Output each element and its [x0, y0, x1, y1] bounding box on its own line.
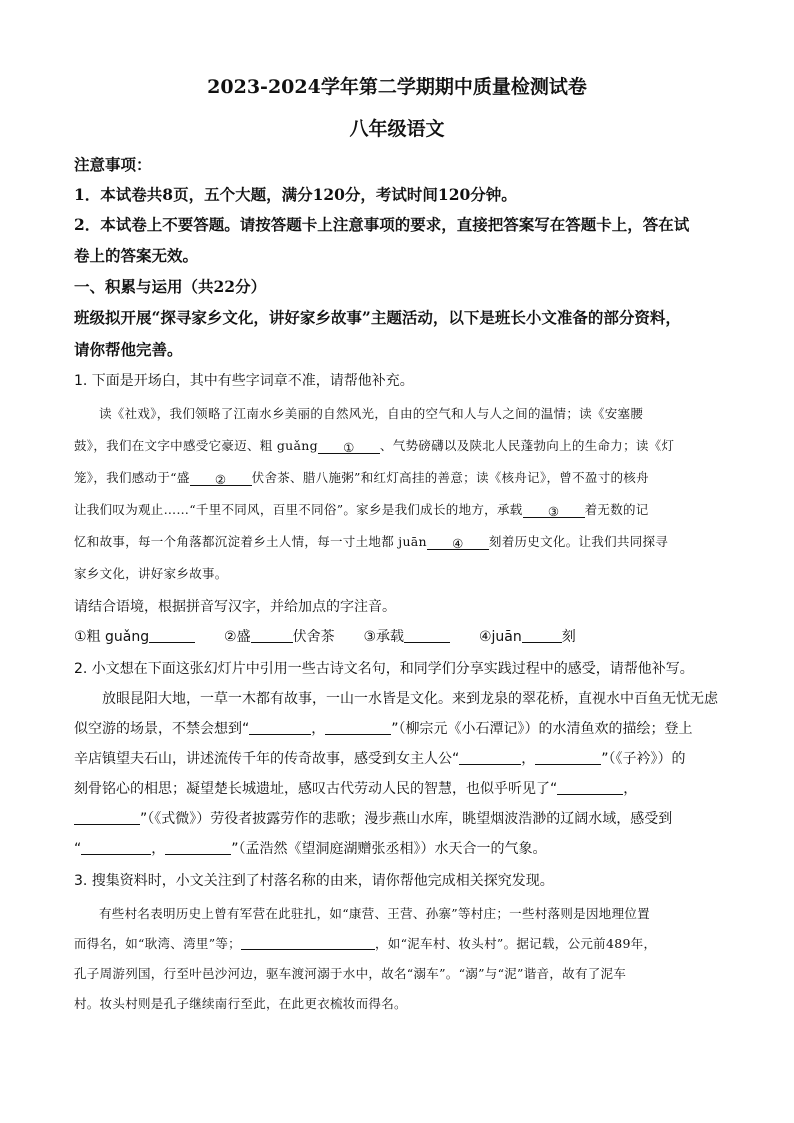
poem-blank[interactable]	[557, 780, 623, 795]
q2-text: ”（孟浩然《望洞庭湖赠张丞相》）水天合一的气象。	[231, 841, 547, 857]
q2-text: 似空游的场景，不禁会想到“	[74, 721, 250, 737]
question-1-stem: 1. 下面是开场白，其中有些字词章不准，请帮他补充。	[74, 373, 414, 389]
q1-passage-line	[74, 532, 722, 550]
q1-passage-text: 着无数的记	[584, 502, 649, 517]
q1-passage-line: 读《社戏》，我们领略了江南水乡美丽的自然风光，自由的空气和人与人之间的温情；读《安塞腰	[99, 406, 644, 421]
notice-heading: 注意事项：	[74, 155, 152, 174]
blank-3: ③	[523, 504, 585, 518]
section-1-heading: 一、积累与运用（共22分）	[74, 277, 267, 296]
poem-blank[interactable]	[459, 750, 521, 765]
q1-passage-text: 笼》，我们感动于“盛	[74, 470, 190, 485]
q3-passage-line: 有些村名表明历史上曾有军营在此驻扎，如“康营、王营、孙寨”等村庄；一些村落则是因地理位置	[99, 906, 650, 921]
exam-subtitle: 八年级语文	[349, 118, 445, 140]
exam-title: 2023-2024学年第二学期期中质量检测试卷	[207, 76, 587, 98]
notice-item-2-line-1: 2．本试卷上不要答题。请按答题卡上注意事项的要求，直接把答案写在答题卡上，答在试	[74, 215, 690, 234]
q1-passage-text: 、气势磅礴以及陕北人民蓬勃向上的生命力；读《灯	[379, 438, 675, 453]
q3-text: 而得名，如“耿湾、湾里”等；	[74, 936, 241, 951]
q3-blank[interactable]	[241, 937, 375, 951]
poem-blank[interactable]	[81, 840, 151, 855]
q1-passage-line: 家乡文化，讲好家乡故事。	[74, 566, 228, 581]
q1-passage-text: 忆和故事，每一个角落都沉淀着乡土人情，每一寸土地都 juān	[74, 534, 427, 549]
answer-3-blank[interactable]	[404, 628, 450, 643]
notice-item-1: 1．本试卷共8页，五个大题，满分120分，考试时间120分钟。	[74, 185, 517, 204]
q1-passage-line	[74, 500, 722, 518]
q1-passage-text: 鼓》，我们在文字中感受它豪迈、粗 guǎng	[74, 438, 318, 453]
section-1-intro-line-2: 请你帮他完善。	[74, 340, 183, 359]
q3-text: ，如“泥车村、妆头村”。据记载，公元前489年，	[374, 936, 657, 951]
answer-1-blank[interactable]	[149, 628, 195, 643]
q1-passage-text: 让我们叹为观止……“千里不同风，百里不同俗”。家乡是我们成长的地方，承载	[74, 502, 523, 517]
q2-text-line	[74, 838, 722, 858]
question-3-stem: 3. 搜集资料时，小文关注到了村落名称的由来，请你帮他完成相关探究发现。	[74, 873, 554, 889]
section-1-intro-line-1: 班级拟开展“探寻家乡文化，讲好家乡故事”主题活动，以下是班长小文准备的部分资料，	[74, 308, 681, 327]
poem-blank[interactable]	[165, 840, 231, 855]
q2-text: “	[74, 841, 82, 857]
q3-passage-line: 孔子周游列国，行至叶邑沙河边，驱车渡河溺于水中，故名“溺车”。“溺”与“泥”谐音，故有了泥车	[74, 966, 627, 981]
q1-answer-row	[74, 626, 722, 646]
q2-text-line	[74, 778, 722, 798]
q2-comma: ，	[311, 721, 326, 737]
q2-text: ”（柳宗元《小石潭记》）的水清鱼欢的描绘；登上	[391, 721, 693, 737]
answer-2-label: ②盛	[224, 629, 251, 645]
notice-item-2-line-2: 卷上的答案无效。	[74, 246, 199, 265]
answer-2-blank[interactable]	[251, 628, 293, 643]
q2-text: 刻骨铭心的相思；凝望楚长城遗址，感叹古代劳动人民的智慧，也似乎听见了“	[74, 781, 558, 797]
q2-text-line: 放眼昆阳大地，一草一木都有故事，一山一水皆是文化。来到龙泉的翠花桥，直视水中百鱼无忧无虑	[102, 691, 718, 707]
q2-text: ”（《式微》）劳役者披露劳作的悲歌；漫步燕山水库，眺望烟波浩渺的辽阔水域，感受到	[140, 811, 673, 827]
q3-passage-line: 村。妆头村则是孔子继续南行至此，在此更衣梳妆而得名。	[74, 996, 407, 1011]
blank-1: ①	[318, 440, 380, 454]
q1-passage-line	[74, 436, 722, 454]
answer-4-label: ④juān	[478, 629, 522, 645]
q2-comma: ，	[623, 781, 638, 797]
poem-blank[interactable]	[249, 720, 311, 735]
poem-blank[interactable]	[535, 750, 601, 765]
poem-blank[interactable]	[325, 720, 391, 735]
q2-text: ”（《子衿》）的	[601, 751, 686, 767]
question-2-stem: 2. 小文想在下面这张幻灯片中引用一些古诗文名句，和同学们分享实践过程中的感受，请帮他补写。	[74, 661, 694, 677]
answer-2-suffix: 伏舍茶	[292, 629, 335, 645]
q1-passage-text: 伏舍茶、腊八施粥”和红灯高挂的善意；读《核舟记》，曾不盈寸的核舟	[251, 470, 649, 485]
q2-text-line	[74, 748, 722, 768]
answer-3-label: ③承载	[363, 629, 405, 645]
q2-text-line	[74, 718, 722, 738]
answer-4-blank[interactable]	[522, 628, 562, 643]
q2-text: 辛店镇望夫石山，讲述流传千年的传奇故事，感受到女主人公“	[74, 751, 460, 767]
poem-blank[interactable]	[74, 810, 140, 825]
q2-text-line	[74, 808, 722, 828]
q1-passage-text: 刻着历史文化。让我们共同探寻	[488, 534, 669, 549]
answer-4-suffix: 刻	[561, 629, 576, 645]
q2-comma: ，	[521, 751, 536, 767]
q1-passage-line	[74, 468, 722, 486]
q3-passage-line	[74, 934, 722, 952]
blank-4: ④	[427, 536, 489, 550]
q2-comma: ，	[151, 841, 166, 857]
q1-instruction: 请结合语境，根据拼音写汉字，并给加点的字注音。	[74, 599, 396, 615]
answer-1-label: ①粗 guǎng	[74, 629, 150, 645]
blank-2: ②	[190, 472, 252, 486]
